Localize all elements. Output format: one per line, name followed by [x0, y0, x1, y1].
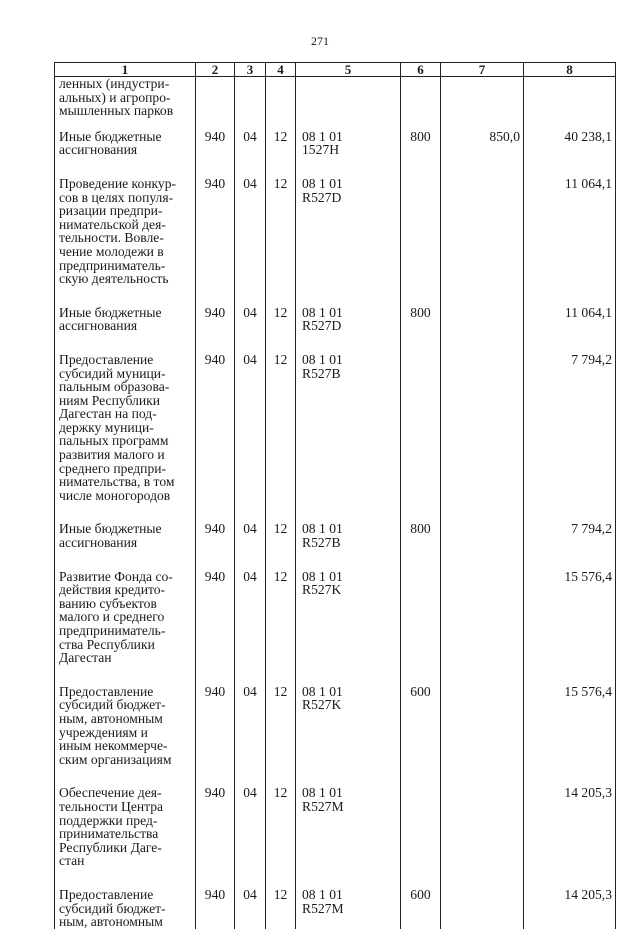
subsection-code: 12	[266, 175, 296, 304]
expense-type-code	[401, 351, 441, 521]
item-name: Предоставление субсидий бюджет- ным, автономным учреждениям и иным некоммерче- ским организациям	[55, 683, 196, 785]
ministry-code: 940	[196, 784, 235, 886]
item-name: Предоставление субсидий бюджет- ным, автономным	[55, 886, 196, 929]
table-row	[55, 128, 616, 175]
section-code: 04	[235, 520, 266, 567]
table-row	[55, 886, 616, 929]
expense-type-code: 600	[401, 683, 441, 785]
section-code: 04	[235, 304, 266, 351]
expense-type-code	[401, 784, 441, 886]
section-code: 04	[235, 351, 266, 521]
amount-total: 11 064,1	[524, 175, 616, 304]
amount-col7	[441, 568, 524, 683]
target-article-code: 08 1 01 R527B	[296, 351, 401, 521]
ministry-code: 940	[196, 683, 235, 785]
amount-col7: 850,0	[441, 128, 524, 175]
target-article-code: 08 1 01 R527K	[296, 683, 401, 785]
ministry-code: 940	[196, 886, 235, 929]
amount-col7	[441, 886, 524, 929]
ministry-code: 940	[196, 351, 235, 521]
table-row	[55, 175, 616, 304]
expense-type-code: 800	[401, 128, 441, 175]
column-header: 4	[266, 63, 296, 77]
expense-type-code: 800	[401, 304, 441, 351]
expense-type-code	[401, 77, 441, 128]
column-header: 3	[235, 63, 266, 77]
table-row	[55, 304, 616, 351]
amount-total: 40 238,1	[524, 128, 616, 175]
section-code: 04	[235, 886, 266, 929]
table-row	[55, 784, 616, 886]
amount-total: 14 205,3	[524, 784, 616, 886]
table-row	[55, 568, 616, 683]
subsection-code: 12	[266, 128, 296, 175]
column-header: 5	[296, 63, 401, 77]
amount-total: 7 794,2	[524, 351, 616, 521]
subsection-code: 12	[266, 304, 296, 351]
expense-type-code: 800	[401, 520, 441, 567]
column-header: 8	[524, 63, 616, 77]
amount-col7	[441, 351, 524, 521]
amount-total: 15 576,4	[524, 568, 616, 683]
target-article-code: 08 1 01 R527M	[296, 886, 401, 929]
amount-col7	[441, 784, 524, 886]
expense-type-code: 600	[401, 886, 441, 929]
section-code: 04	[235, 683, 266, 785]
item-name: ленных (индустри- альных) и агропро- мышленных парков	[55, 77, 196, 128]
table-row	[55, 520, 616, 567]
section-code	[235, 77, 266, 128]
budget-table	[54, 62, 616, 929]
item-name: Иные бюджетные ассигнования	[55, 520, 196, 567]
section-code: 04	[235, 568, 266, 683]
amount-total: 11 064,1	[524, 304, 616, 351]
amount-col7	[441, 175, 524, 304]
target-article-code: 08 1 01 R527D	[296, 175, 401, 304]
ministry-code	[196, 77, 235, 128]
target-article-code: 08 1 01 R527M	[296, 784, 401, 886]
table-row	[55, 351, 616, 521]
ministry-code: 940	[196, 128, 235, 175]
amount-total: 14 205,3	[524, 886, 616, 929]
item-name: Иные бюджетные ассигнования	[55, 128, 196, 175]
table-row	[55, 77, 616, 128]
subsection-code: 12	[266, 886, 296, 929]
subsection-code: 12	[266, 351, 296, 521]
amount-total: 15 576,4	[524, 683, 616, 785]
section-code: 04	[235, 128, 266, 175]
column-header: 1	[55, 63, 196, 77]
amount-col7	[441, 683, 524, 785]
amount-col7	[441, 77, 524, 128]
table-row	[55, 683, 616, 785]
subsection-code: 12	[266, 784, 296, 886]
target-article-code: 08 1 01 1527Н	[296, 128, 401, 175]
item-name: Проведение конкур- сов в целях популя- ризации предпри- нимательской дея- тельности. Вовле- чение молодежи в предприниматель- скую деятельность	[55, 175, 196, 304]
amount-total	[524, 77, 616, 128]
page-number: 271	[311, 34, 329, 48]
item-name: Обеспечение дея- тельности Центра поддержки пред- принимательства Республики Даге- стан	[55, 784, 196, 886]
amount-col7	[441, 304, 524, 351]
item-name: Развитие Фонда со- действия кредито- ванию субъектов малого и среднего предприниматель- ства Республики Дагестан	[55, 568, 196, 683]
item-name: Предоставление субсидий муници- пальным образова- ниям Республики Дагестан на под- держку муници- пальных программ развития малого и среднего предпри- нимательства, в том числе моногородов	[55, 351, 196, 521]
section-code: 04	[235, 784, 266, 886]
expense-type-code	[401, 568, 441, 683]
ministry-code: 940	[196, 304, 235, 351]
ministry-code: 940	[196, 568, 235, 683]
target-article-code	[296, 77, 401, 128]
subsection-code	[266, 77, 296, 128]
subsection-code: 12	[266, 568, 296, 683]
section-code: 04	[235, 175, 266, 304]
expense-type-code	[401, 175, 441, 304]
target-article-code: 08 1 01 R527B	[296, 520, 401, 567]
subsection-code: 12	[266, 520, 296, 567]
subsection-code: 12	[266, 683, 296, 785]
amount-col7	[441, 520, 524, 567]
target-article-code: 08 1 01 R527D	[296, 304, 401, 351]
table-header-row	[55, 63, 616, 77]
ministry-code: 940	[196, 175, 235, 304]
item-name: Иные бюджетные ассигнования	[55, 304, 196, 351]
column-header: 7	[441, 63, 524, 77]
column-header: 2	[196, 63, 235, 77]
ministry-code: 940	[196, 520, 235, 567]
amount-total: 7 794,2	[524, 520, 616, 567]
target-article-code: 08 1 01 R527K	[296, 568, 401, 683]
column-header: 6	[401, 63, 441, 77]
